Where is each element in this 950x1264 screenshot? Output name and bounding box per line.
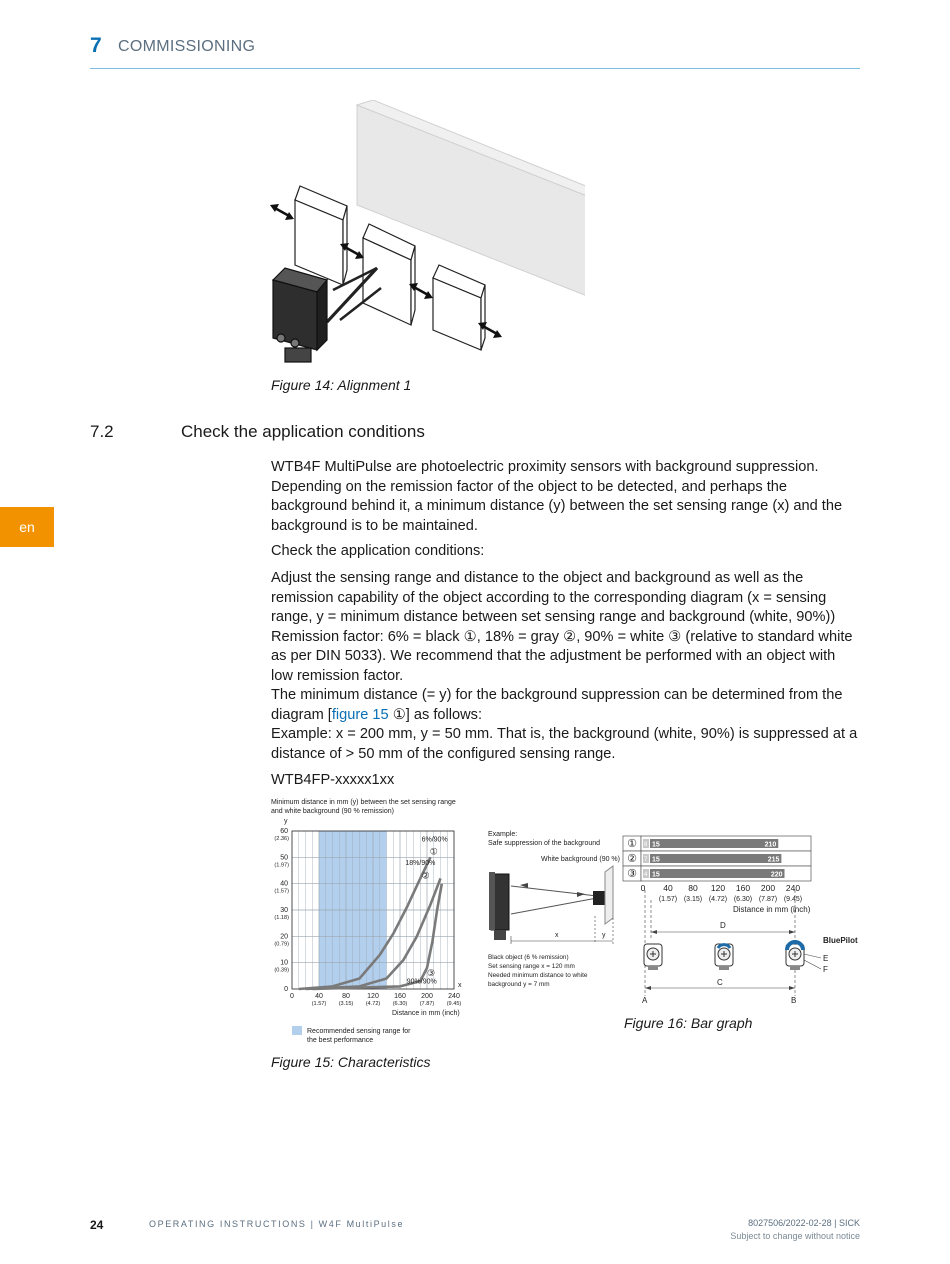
paragraph-adjust <box>271 569 861 764</box>
x-tick-label: 200 <box>421 993 433 1000</box>
y-tick-label: 10 <box>280 959 288 967</box>
y-tick-labels <box>274 828 289 993</box>
x-tick-label: 80 <box>342 993 350 1000</box>
x-tick-label: 0 <box>290 993 294 1000</box>
figure16-caption: Figure 16: Bar graph <box>624 1015 753 1031</box>
bar-start-value: 15 <box>652 841 660 849</box>
bar-axis-tick-inch: (1.57) <box>658 896 678 903</box>
x-tick-inch: (9.45) <box>446 1001 462 1007</box>
chart-y-letter: y <box>284 818 288 825</box>
bar-small-value: 4 <box>644 872 648 878</box>
example-note-line: Needed minimum distance to white <box>488 972 588 979</box>
y-tick-inch: (0.79) <box>274 941 289 948</box>
bar-axis-tick-inch: (9.45) <box>783 896 803 903</box>
paragraph-intro: WTB4F MultiPulse are photoelectric proximity sensors with background suppression. Depending on the remission factor of the object to be detected, and perhaps the background behind it, a minimum distance (y) between the set sensing range (x) and the background is to be maintained. <box>271 459 843 534</box>
bar-small-value: 7 <box>644 857 648 863</box>
chart-x-letter: x <box>458 982 462 989</box>
white-background-label: White background (90 %) <box>541 856 620 863</box>
chart-title-line1: Minimum distance in mm (y) between the set sensing range <box>271 799 456 806</box>
example-note-line: Black object (6 % remission) <box>488 954 569 961</box>
x-dimension-label: x <box>555 932 559 939</box>
bar-small-value: 8 <box>644 842 648 848</box>
x-tick-label: 240 <box>448 993 460 1000</box>
bar-axis-tick: 0 <box>640 883 646 893</box>
x-tick-inch: (4.72) <box>365 1001 381 1007</box>
bar-axis-tick: 200 <box>760 883 776 893</box>
y-tick-label: 20 <box>280 933 288 941</box>
legend-swatch <box>292 1026 302 1035</box>
bar-row-marker: ③ <box>627 868 637 880</box>
bar-axis-tick-inch: (3.15) <box>683 896 703 903</box>
series-marker-label: ① <box>429 846 438 857</box>
x-tick-inch: (6.30) <box>392 1001 408 1007</box>
example-note-line: Set sensing range x = 120 mm <box>488 963 575 970</box>
bar-end-value: 210 <box>764 841 777 849</box>
bar-graph-figure <box>485 826 863 1011</box>
y-tick-label: 0 <box>284 986 288 993</box>
bar-axis-ticks <box>641 883 803 903</box>
bar-axis-tick: 80 <box>688 883 698 893</box>
chapter-title: COMMISSIONING <box>118 38 256 55</box>
x-tick-labels <box>290 993 461 1007</box>
figure15-caption: Figure 15: Characteristics <box>271 1054 431 1070</box>
alignment-illustration <box>265 100 585 365</box>
bar-axis-label: Distance in mm (inch) <box>733 905 811 914</box>
language-tab[interactable]: en <box>0 507 54 547</box>
characteristics-chart <box>268 795 473 1050</box>
series-marker-label: ③ <box>427 967 436 978</box>
footer-note: Subject to change without notice <box>730 1231 860 1241</box>
bar-axis-tick: 120 <box>710 883 726 893</box>
bar-fill <box>650 869 785 878</box>
sensor-illustration <box>489 872 509 940</box>
y-tick-inch: (2.36) <box>274 836 289 842</box>
series-name-label: 6%/90% <box>421 836 448 844</box>
dimension-c: C <box>717 978 723 987</box>
section-title: Check the application conditions <box>181 422 425 441</box>
example-note-line: background y = 7 mm <box>488 981 550 988</box>
header-divider <box>90 68 860 69</box>
model-label: WTB4FP-xxxxx1xx <box>271 772 395 788</box>
x-tick-inch: (7.87) <box>419 1001 435 1007</box>
dimension-d: D <box>720 921 726 930</box>
chapter-number: 7 <box>90 34 102 57</box>
label-b: B <box>791 996 797 1005</box>
example-notes <box>488 954 588 988</box>
label-f: F <box>823 965 828 974</box>
y-tick-label: 30 <box>280 907 288 914</box>
bar-axis-tick-inch: (6.30) <box>733 896 753 903</box>
bluepilot-label: BluePilot <box>823 936 858 945</box>
y-tick-inch: (0.39) <box>274 967 289 974</box>
series-name-label: 18%/90% <box>405 860 436 868</box>
paragraph-example: Example: x = 200 mm, y = 50 mm. That is, the background (white, 90%) is suppressed at a distance of > 50 mm of the configured sensing range. <box>271 726 858 762</box>
x-tick-label: 40 <box>315 993 323 1000</box>
potentiometer-mid <box>715 944 733 970</box>
label-e: E <box>823 954 829 963</box>
x-tick-label: 120 <box>367 993 379 1000</box>
footer-reference: 8027506/2022-02-28 | SICK <box>748 1218 860 1228</box>
example-sublabel: Safe suppression of the background <box>488 840 601 847</box>
bar-row-marker: ② <box>627 853 637 865</box>
x-tick-inch: (1.57) <box>311 1001 327 1007</box>
bar-axis-tick: 160 <box>735 883 751 893</box>
bar-axis-tick-inch: (7.87) <box>758 896 778 903</box>
bar-fill <box>650 839 778 848</box>
x-tick-inch: (3.15) <box>338 1001 354 1007</box>
bar-row-marker: ① <box>627 838 637 850</box>
figure14-caption: Figure 14: Alignment 1 <box>271 377 412 393</box>
y-tick-inch: (1.57) <box>274 888 289 895</box>
bar-start-value: 15 <box>652 871 660 879</box>
example-label: Example: <box>488 831 518 838</box>
bar-axis-tick-inch: (4.72) <box>708 896 728 903</box>
y-tick-label: 50 <box>280 854 288 862</box>
paragraph-min-distance-pre: The minimum distance (= y) for the background suppression can be determined from the diagram [ <box>271 687 843 723</box>
paragraph-min-distance-post: ①] as follows: <box>388 706 483 723</box>
y-tick-label: 60 <box>280 828 288 835</box>
potentiometer-a <box>644 944 662 970</box>
series-marker-label: ② <box>421 870 430 881</box>
section-number: 7.2 <box>90 422 114 441</box>
bar-fill <box>650 854 781 863</box>
chart-title-line2: and white background (90 % remission) <box>271 808 394 815</box>
chart-x-axis-label: Distance in mm (inch) <box>392 1010 460 1017</box>
y-tick-inch: (1.18) <box>274 915 289 921</box>
page-number: 24 <box>90 1218 104 1232</box>
legend-line2: the best performance <box>307 1037 374 1044</box>
figure15-link[interactable]: figure 15 <box>331 706 389 723</box>
legend-line1: Recommended sensing range for <box>307 1028 411 1035</box>
paragraph-adjust-text: Adjust the sensing range and distance to the object and background as well as the remission capability of the object according to the corresponding diagram (x = sensing range, y = minimum distance between set sensing range and background (white, 90%)) Remission factor: 6% = black ①, 18% = gray ②, 90% = white ③ (relative to standard white as per DIN 5033). We recommend that the adjustment be performed with an object with low remission factor. <box>271 570 853 684</box>
y-tick-inch: (1.97) <box>274 862 289 869</box>
series-name-label: 90%/90% <box>406 978 437 986</box>
label-a: A <box>642 996 648 1005</box>
bar-rows <box>623 836 811 881</box>
bar-end-value: 215 <box>767 856 780 864</box>
bar-end-value: 220 <box>770 871 783 879</box>
x-tick-label: 160 <box>394 993 406 1000</box>
y-tick-label: 40 <box>280 880 288 888</box>
bar-start-value: 15 <box>652 856 660 864</box>
bar-axis-tick: 240 <box>785 883 801 893</box>
paragraph-check: Check the application conditions: <box>271 543 485 559</box>
bar-axis-tick: 40 <box>663 883 673 893</box>
y-dimension-label: y <box>602 932 606 939</box>
footer-document: OPERATING INSTRUCTIONS | W4F MultiPulse <box>149 1219 405 1229</box>
potentiometer-b <box>786 942 804 970</box>
